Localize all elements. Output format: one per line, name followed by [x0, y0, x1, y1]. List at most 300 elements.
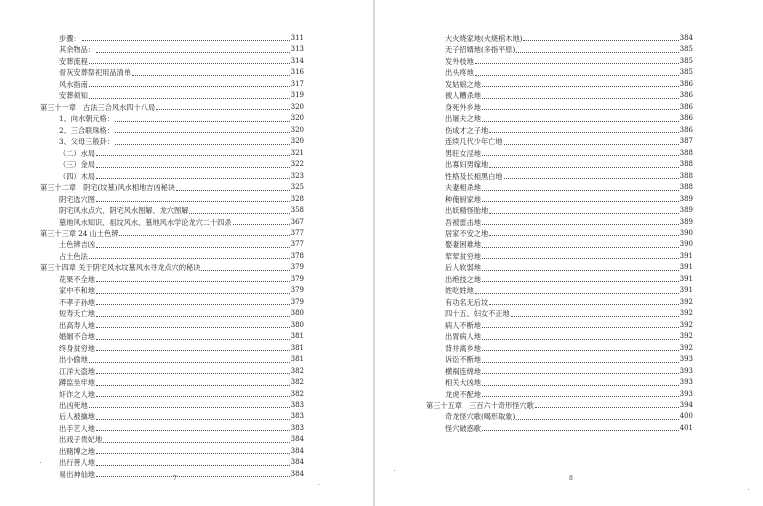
toc-entry-title: （三）金局	[59, 160, 95, 170]
toc-entry-page-number: 379	[290, 263, 304, 272]
toc-entry-page-number: 321	[290, 148, 304, 157]
toc-entry[interactable]	[40, 343, 304, 354]
toc-entry-title: 1、向水朝元格：	[59, 114, 114, 124]
toc-dot-leader	[482, 270, 679, 271]
toc-entry-title: 短寿夭亡地	[59, 309, 95, 319]
toc-entry-page-number: 391	[679, 263, 693, 272]
toc-dot-leader	[482, 155, 679, 156]
toc-entry-page-number: 377	[290, 240, 304, 249]
toc-entry-title: 奸诈之人地	[59, 389, 95, 399]
toc-entry[interactable]	[40, 205, 304, 216]
toc-dot-leader	[96, 339, 290, 340]
toc-entry-page-number: 325	[290, 183, 304, 192]
toc-entry-title: 第三十二章 阴宅(坟墓)风水相地吉凶秘诀	[40, 183, 175, 193]
toc-entry[interactable]	[426, 182, 693, 193]
toc-dot-leader	[489, 235, 678, 236]
right-page	[376, 0, 763, 506]
toc-entry[interactable]	[426, 44, 693, 55]
toc-entry[interactable]	[40, 125, 304, 136]
toc-entry[interactable]	[426, 90, 693, 101]
toc-entry-page-number: 383	[290, 401, 304, 409]
toc-entry[interactable]	[40, 56, 304, 67]
toc-entry-page-number: 381	[290, 343, 304, 352]
toc-chapter-entry[interactable]	[40, 182, 304, 193]
toc-entry[interactable]	[40, 251, 304, 262]
toc-entry-page-number: 386	[679, 114, 693, 123]
toc-entry-title: 出绝技之地	[445, 274, 481, 284]
toc-entry-title: 第三十四章 关于阴宅风水坟墓风水寻龙点穴的秘诀	[40, 263, 201, 273]
toc-entry-page-number: 384	[290, 435, 304, 444]
toc-dot-leader	[189, 213, 289, 214]
left-page	[0, 0, 373, 506]
toc-entry-page-number: 386	[679, 125, 693, 134]
toc-dot-leader	[115, 132, 290, 133]
toc-dot-leader	[89, 63, 290, 64]
toc-dot-leader	[115, 144, 290, 145]
toc-dot-leader	[535, 407, 679, 408]
toc-dot-leader	[89, 86, 290, 87]
toc-entry-page-number: 383	[290, 412, 304, 421]
toc-entry-page-number: 388	[679, 160, 693, 169]
toc-chapter-entry[interactable]	[40, 262, 304, 273]
toc-dot-leader	[96, 316, 290, 317]
toc-entry[interactable]	[40, 44, 304, 55]
toc-entry-page-number: 389	[679, 206, 693, 215]
toc-entry-title: 蹲监坐牢地	[59, 378, 95, 388]
toc-entry-title: 姓吃姓地	[445, 286, 474, 296]
toc-entry-page-number: 311	[290, 34, 304, 42]
toc-entry-title: 骨灰安葬祭祀用品清单	[59, 68, 131, 78]
toc-entry[interactable]	[40, 400, 304, 411]
toc-dot-leader	[504, 144, 679, 145]
toc-dot-leader	[96, 155, 290, 156]
toc-entry[interactable]	[426, 228, 693, 239]
toc-entry[interactable]	[40, 457, 304, 468]
toc-dot-leader	[516, 52, 678, 53]
toc-dot-leader	[96, 453, 290, 454]
toc-entry[interactable]	[40, 79, 304, 90]
page-divider	[373, 0, 375, 506]
toc-dot-leader	[89, 407, 290, 408]
toc-dot-leader	[482, 327, 679, 328]
toc-entry[interactable]	[426, 125, 693, 136]
toc-entry-title: 大火烧家地(火烧棺木地)	[445, 34, 523, 43]
toc-entry-page-number: 380	[290, 320, 304, 329]
toc-entry-title: 被人糟杀地	[445, 91, 481, 101]
toc-entry-title: 出屠夫之地	[445, 114, 481, 124]
toc-entry-title: 夫妻相杀地	[445, 183, 481, 193]
toc-dot-leader	[89, 362, 290, 363]
toc-entry[interactable]	[40, 90, 304, 101]
toc-entry-title: 有功名无后坟	[445, 297, 489, 307]
toc-dot-leader	[482, 224, 679, 225]
toc-dot-leader	[89, 258, 290, 259]
toc-dot-leader	[176, 190, 290, 191]
toc-entry[interactable]	[426, 136, 693, 147]
toc-entry-title: （二）水局	[59, 148, 95, 158]
toc-entry-title: 土色辨吉凶	[59, 240, 95, 250]
toc-dot-leader	[119, 235, 289, 236]
toc-entry-title: 安葬流程	[59, 56, 88, 66]
toc-dot-leader	[82, 40, 290, 41]
toc-entry-title: 种俺厨家地	[445, 194, 481, 204]
toc-entry-title: 无子招婿地(多指平原)	[445, 45, 516, 55]
toc-dot-leader	[96, 178, 290, 179]
toc-chapter-entry[interactable]	[426, 400, 693, 411]
toc-entry-page-number: 319	[290, 91, 304, 100]
toc-dot-leader	[504, 178, 679, 179]
toc-entry-title: 后人软弱地	[445, 263, 481, 273]
toc-entry-page-number: 379	[290, 274, 304, 283]
toc-entry-title: 后人被擒地	[59, 412, 95, 422]
toc-dot-leader	[482, 98, 679, 99]
toc-dot-leader	[156, 109, 290, 110]
toc-entry[interactable]	[40, 171, 304, 182]
toc-chapter-entry[interactable]	[40, 228, 304, 239]
toc-entry[interactable]	[40, 285, 304, 296]
toc-dot-leader	[523, 40, 678, 41]
toc-dot-leader	[96, 373, 290, 374]
toc-entry-page-number: 385	[679, 56, 693, 65]
toc-entry-page-number: 400	[679, 412, 693, 421]
toc-entry-title: 步骤：	[59, 34, 81, 43]
toc-dot-leader	[96, 350, 290, 351]
toc-entry-title: 发姑娘之地	[445, 79, 481, 89]
toc-entry-title: 横祸连绵地	[445, 366, 481, 376]
toc-entry[interactable]	[40, 136, 304, 147]
toc-dot-leader	[475, 293, 679, 294]
toc-dot-leader	[115, 121, 290, 122]
toc-entry-page-number: 378	[290, 251, 304, 260]
toc-entry-page-number: 320	[290, 114, 304, 123]
toc-entry[interactable]	[40, 148, 304, 159]
toc-entry-page-number: 380	[290, 309, 304, 318]
toc-entry-title: 身死外乡地	[445, 102, 481, 112]
toc-entry-title: 家中不和地	[59, 286, 95, 296]
toc-entry-page-number: 388	[679, 148, 693, 157]
toc-chapter-entry[interactable]	[40, 102, 304, 113]
toc-entry[interactable]	[426, 205, 693, 216]
toc-entry-page-number: 313	[290, 45, 304, 54]
toc-entry-page-number: 328	[290, 194, 304, 203]
toc-entry-title: 出手艺人地	[59, 423, 95, 433]
toc-entry-title: 出高寿人地	[59, 320, 95, 330]
toc-entry-page-number: 384	[290, 446, 304, 455]
toc-entry-page-number: 384	[290, 458, 304, 467]
toc-dot-leader	[96, 327, 290, 328]
toc-entry-title: 出妖精怪胎地	[445, 206, 489, 216]
toc-entry-title: 发外枝地	[445, 56, 474, 66]
toc-dot-leader	[103, 442, 289, 443]
toc-dot-leader	[489, 304, 678, 305]
table-of-contents-left	[40, 33, 304, 480]
toc-entry-page-number: 317	[290, 79, 304, 88]
toc-entry-page-number: 389	[679, 194, 693, 203]
toc-dot-leader	[96, 304, 290, 305]
toc-entry-title: 连续几代少年亡地	[445, 137, 503, 147]
toc-entry-title: 终身贫穷地	[59, 343, 95, 353]
toc-entry-title: 出赌博之地	[59, 446, 95, 456]
toc-entry-title: 出凶死地	[59, 401, 88, 410]
toc-entry[interactable]	[426, 297, 693, 308]
toc-entry-page-number: 392	[679, 297, 693, 306]
toc-entry[interactable]	[426, 159, 693, 170]
toc-entry-title: 风水指南	[59, 79, 88, 89]
toc-entry[interactable]	[40, 411, 304, 422]
toc-entry[interactable]	[40, 434, 304, 445]
toc-entry-title: 易出神仙地	[59, 469, 95, 479]
toc-entry-page-number: 314	[290, 56, 304, 65]
toc-entry[interactable]	[426, 285, 693, 296]
toc-entry-page-number: 391	[679, 274, 693, 283]
toc-dot-leader	[482, 121, 679, 122]
toc-entry-title: 奇龙怪穴歌(喝形取象)	[445, 412, 516, 422]
toc-entry-page-number: 392	[679, 343, 693, 352]
toc-entry[interactable]	[426, 354, 693, 365]
toc-entry-page-number: 391	[679, 286, 693, 295]
toc-entry-page-number: 320	[290, 137, 304, 146]
toc-entry-page-number: 382	[290, 378, 304, 387]
toc-dot-leader	[482, 190, 679, 191]
toc-entry[interactable]	[426, 148, 693, 159]
toc-entry-title: 怪穴破惑歌	[445, 423, 481, 433]
toc-entry-title: 龙虎不配地	[445, 389, 481, 399]
toc-entry-page-number: 389	[679, 217, 693, 226]
toc-entry[interactable]	[426, 56, 693, 67]
toc-entry[interactable]	[426, 423, 693, 434]
toc-entry-title: （四）木局	[59, 171, 95, 181]
toc-dot-leader	[475, 75, 679, 76]
toc-dot-leader	[96, 396, 290, 397]
toc-entry[interactable]	[426, 320, 693, 331]
toc-entry[interactable]	[40, 297, 304, 308]
toc-entry[interactable]	[40, 366, 304, 377]
toc-entry-page-number: 394	[679, 401, 693, 409]
toc-entry-page-number: 386	[679, 79, 693, 88]
toc-entry-page-number: 392	[679, 332, 693, 341]
toc-entry-title: 第三十三章 24 山土色辨	[40, 228, 119, 238]
toc-entry-page-number: 320	[290, 125, 304, 134]
toc-dot-leader	[89, 98, 290, 99]
toc-dot-leader	[482, 247, 679, 248]
toc-entry[interactable]	[40, 423, 304, 434]
toc-entry[interactable]	[426, 102, 693, 113]
toc-dot-leader	[96, 430, 290, 431]
toc-entry-page-number: 379	[290, 286, 304, 295]
toc-dot-leader	[482, 258, 679, 259]
toc-entry[interactable]	[426, 217, 693, 228]
toc-entry-page-number: 393	[679, 389, 693, 398]
toc-entry-page-number: 390	[679, 240, 693, 249]
toc-entry[interactable]	[40, 320, 304, 331]
toc-entry-page-number: 387	[679, 137, 693, 146]
toc-entry-title: 婚姻不合地	[59, 332, 95, 342]
toc-entry-page-number: 401	[679, 423, 693, 432]
toc-entry[interactable]	[426, 33, 693, 44]
toc-entry-title: 阴宅选穴图	[59, 194, 95, 204]
toc-entry-title: 娶妻困难地	[445, 240, 481, 250]
toc-entry-page-number: 358	[290, 206, 304, 215]
toc-entry-page-number: 383	[290, 423, 304, 432]
toc-dot-leader	[511, 316, 679, 317]
toc-entry-page-number: 323	[290, 171, 304, 180]
toc-entry-title: 出戏子贵妃地	[59, 435, 103, 445]
toc-entry[interactable]	[40, 446, 304, 457]
toc-entry[interactable]	[426, 113, 693, 124]
toc-entry-title: 不孝子孙地	[59, 297, 95, 307]
toc-dot-leader	[482, 86, 679, 87]
page-number: 7	[173, 475, 177, 482]
toc-entry-title: 出头疼地	[445, 68, 474, 78]
table-of-contents-right	[426, 33, 693, 434]
toc-entry[interactable]	[426, 366, 693, 377]
toc-entry-title: 安葬须知	[59, 91, 88, 101]
toc-entry-page-number: 382	[290, 389, 304, 398]
toc-entry-title: 其余物品：	[59, 45, 95, 55]
toc-dot-leader	[96, 293, 290, 294]
toc-entry-page-number: 392	[679, 309, 693, 318]
toc-entry-title: 出行善人地	[59, 458, 95, 468]
toc-entry-page-number: 388	[679, 183, 693, 192]
toc-entry[interactable]	[426, 239, 693, 250]
toc-entry-title: 出小偷地	[59, 355, 88, 365]
toc-entry-title: 第三十五章 三百六十奇形怪穴歌	[426, 401, 534, 410]
toc-entry[interactable]	[40, 33, 304, 44]
toc-dot-leader	[233, 224, 290, 225]
toc-entry[interactable]	[426, 308, 693, 319]
toc-entry[interactable]	[426, 331, 693, 342]
toc-entry[interactable]	[40, 217, 304, 228]
toc-entry[interactable]	[40, 67, 304, 78]
toc-dot-leader	[96, 419, 290, 420]
toc-entry-title: 居家不安之地	[445, 228, 489, 238]
toc-entry[interactable]	[426, 171, 693, 182]
toc-entry-title: 背井离乡地	[445, 343, 481, 353]
toc-dot-leader	[96, 281, 290, 282]
toc-entry-title: 2、三合联珠格：	[59, 125, 114, 135]
toc-entry-title: 花果不全地	[59, 274, 95, 284]
toc-entry[interactable]	[426, 251, 693, 262]
toc-dot-leader	[96, 201, 290, 202]
toc-entry[interactable]	[40, 113, 304, 124]
toc-entry-title: 江洋大盗地	[59, 366, 95, 376]
toc-entry-page-number: 367	[290, 217, 304, 226]
toc-entry[interactable]	[40, 331, 304, 342]
toc-entry-page-number: 322	[290, 160, 304, 169]
toc-entry[interactable]	[40, 239, 304, 250]
toc-entry-title: 相关大凶地	[445, 378, 481, 388]
toc-entry-title: 伤成才之子地	[445, 125, 489, 135]
toc-entry-page-number: 392	[679, 320, 693, 329]
toc-entry-title: 四十五、妇女不正地	[445, 309, 510, 319]
toc-entry-page-number: 384	[679, 34, 693, 42]
toc-entry[interactable]	[426, 411, 693, 422]
toc-entry-page-number: 384	[290, 469, 304, 478]
toc-dot-leader	[482, 339, 679, 340]
toc-entry[interactable]	[40, 389, 304, 400]
toc-dot-leader	[96, 385, 290, 386]
toc-entry-title: 男旺女淫地	[445, 148, 481, 158]
toc-entry-page-number: 393	[679, 378, 693, 387]
toc-entry-title: 出寡妇男嫁地	[445, 160, 489, 170]
toc-entry-page-number: 382	[290, 366, 304, 375]
toc-entry-page-number: 381	[290, 332, 304, 341]
toc-entry[interactable]	[40, 308, 304, 319]
toc-dot-leader	[96, 476, 290, 477]
toc-entry-page-number: 393	[679, 355, 693, 364]
toc-entry-page-number: 391	[679, 251, 693, 260]
toc-entry[interactable]	[40, 274, 304, 285]
toc-entry-title: 占土色法	[59, 251, 88, 261]
toc-entry[interactable]	[40, 194, 304, 205]
toc-dot-leader	[96, 465, 290, 466]
toc-entry[interactable]	[426, 194, 693, 205]
toc-dot-leader	[96, 52, 290, 53]
toc-dot-leader	[482, 350, 679, 351]
toc-entry-page-number: 393	[679, 366, 693, 375]
toc-dot-leader	[96, 167, 290, 168]
toc-dot-leader	[201, 270, 289, 271]
toc-dot-leader	[482, 362, 679, 363]
toc-entry[interactable]	[426, 343, 693, 354]
toc-entry[interactable]	[426, 67, 693, 78]
toc-entry[interactable]	[426, 79, 693, 90]
toc-entry-title: 3、父母三般卦：	[59, 137, 114, 147]
toc-dot-leader	[482, 373, 679, 374]
toc-entry-page-number: 379	[290, 297, 304, 306]
toc-entry-page-number: 388	[679, 171, 693, 180]
toc-entry-page-number: 385	[679, 45, 693, 54]
toc-entry[interactable]	[40, 377, 304, 388]
page-number: 8	[569, 475, 573, 482]
toc-dot-leader	[475, 63, 679, 64]
toc-entry[interactable]	[426, 274, 693, 285]
toc-dot-leader	[489, 213, 678, 214]
toc-entry-page-number: 316	[290, 68, 304, 77]
toc-entry-page-number: 390	[679, 228, 693, 237]
toc-dot-leader	[96, 247, 290, 248]
toc-entry-page-number: 381	[290, 355, 304, 364]
toc-dot-leader	[482, 109, 679, 110]
toc-entry-title: 第三十一章 古法三合风水四十八局	[40, 102, 156, 112]
toc-entry-page-number: 377	[290, 228, 304, 237]
toc-dot-leader	[516, 419, 678, 420]
toc-entry[interactable]	[426, 389, 693, 400]
toc-entry-title: 出胃病人地	[445, 332, 481, 342]
toc-dot-leader	[482, 396, 679, 397]
toc-entry-title: 性格及长相黑白地	[445, 171, 503, 181]
toc-entry-page-number: 385	[679, 68, 693, 77]
toc-entry-title: 阴宅风水点穴、阴宅风水图解、龙穴图解	[59, 206, 189, 216]
toc-entry[interactable]	[40, 469, 304, 480]
toc-entry-title: 病人不断地	[445, 320, 481, 330]
toc-dot-leader	[489, 132, 678, 133]
toc-entry-title: 吾被雷击地	[445, 217, 481, 227]
toc-entry[interactable]	[40, 159, 304, 170]
toc-dot-leader	[482, 430, 679, 431]
toc-entry-page-number: 386	[679, 102, 693, 111]
toc-entry[interactable]	[426, 262, 693, 273]
toc-entry[interactable]	[426, 377, 693, 388]
toc-dot-leader	[482, 201, 679, 202]
toc-entry-title: 荤荤贫穷地	[445, 251, 481, 261]
toc-dot-leader	[489, 167, 678, 168]
toc-dot-leader	[132, 75, 290, 76]
toc-entry-page-number: 320	[290, 102, 304, 111]
toc-entry[interactable]	[40, 354, 304, 365]
toc-dot-leader	[482, 385, 679, 386]
toc-entry-title: 墓地风水知识、祖坟风水、墓地风水学论龙穴二十四杀	[59, 217, 232, 227]
